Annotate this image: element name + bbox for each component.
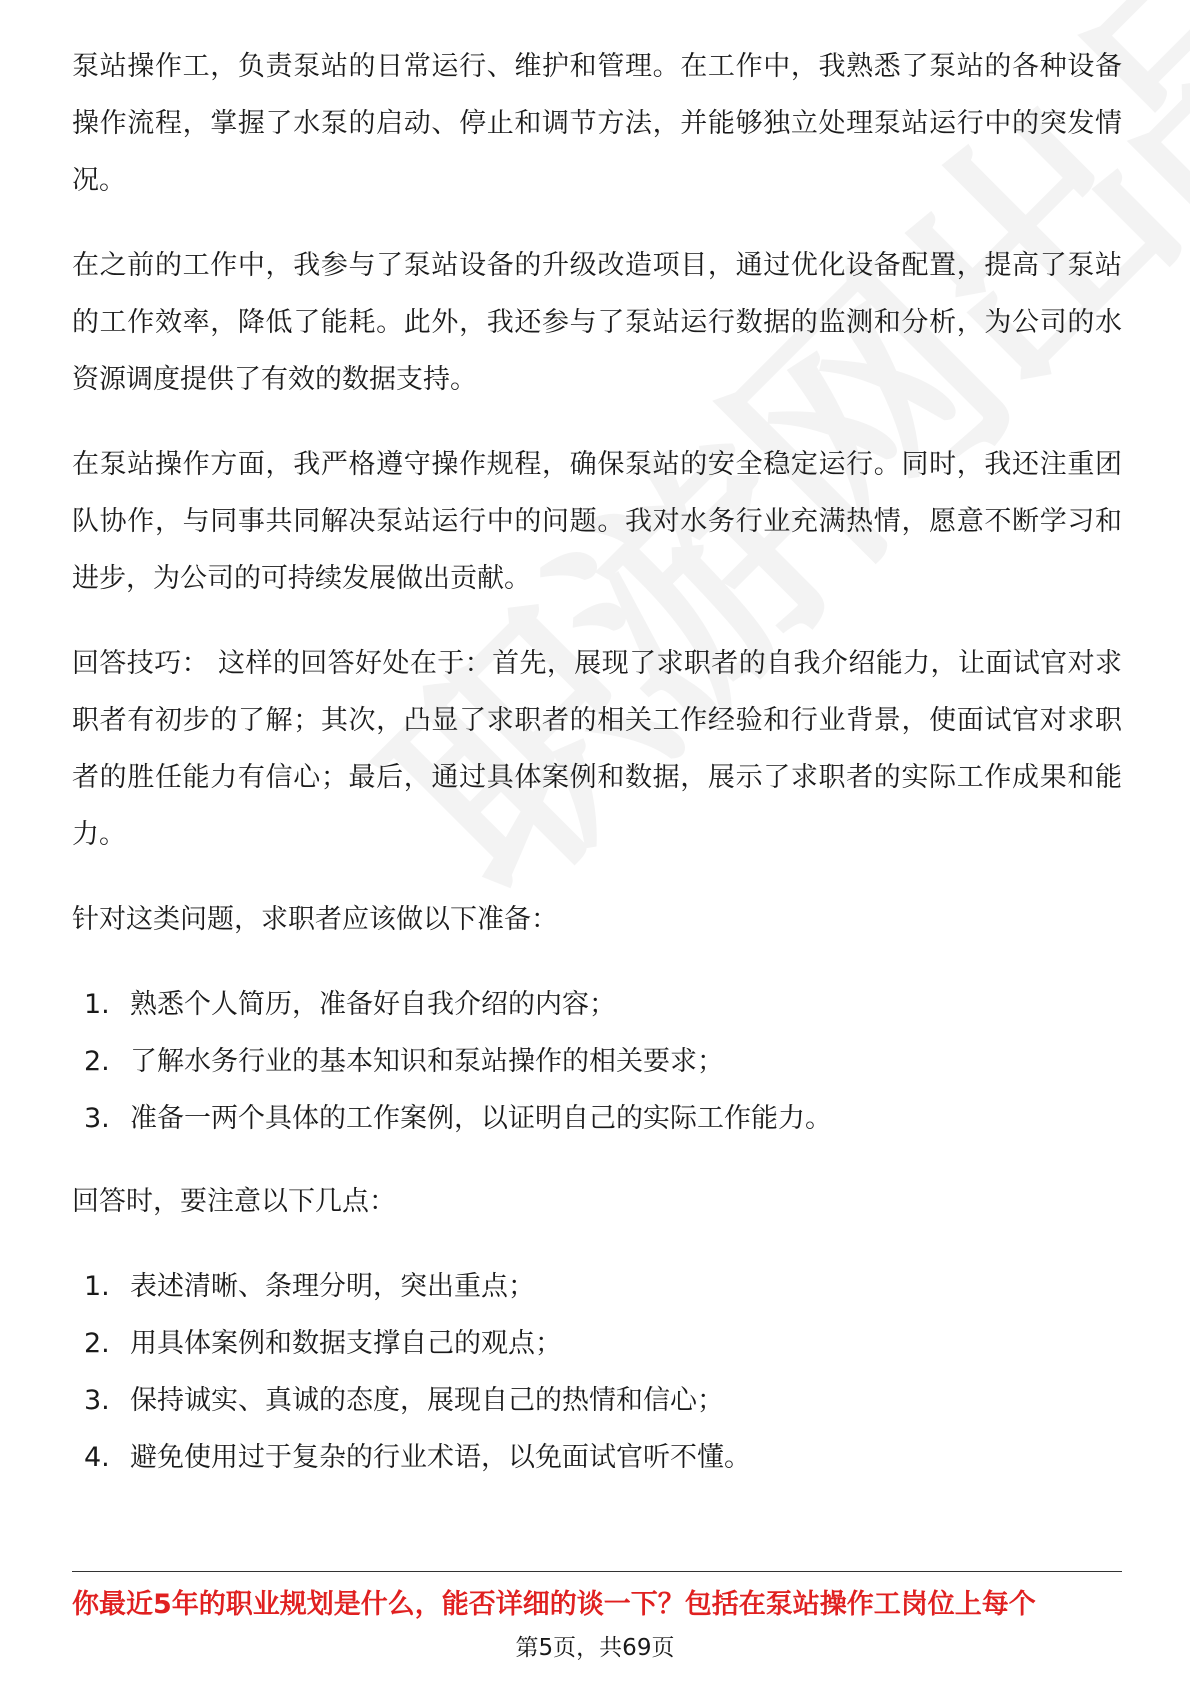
paragraph-experience: 在之前的工作中，我参与了泵站设备的升级改造项目，通过优化设备配置，提高了泵站的工作效率，降低了能耗。此外，我还参与了泵站运行数据的监测和分析，为公司的水资源调度提供了有效的数据支持。 (72, 250, 1122, 395)
list-number: 2. (84, 1046, 110, 1077)
paragraph-intro: 泵站操作工，负责泵站的日常运行、维护和管理。在工作中，我熟悉了泵站的各种设备操作流程，掌握了水泵的启动、停止和调节方法，并能够独立处理泵站运行中的突发情况。 (72, 51, 1122, 196)
list-text: 表述清晰、条理分明，突出重点； (130, 1271, 535, 1302)
list-number: 3. (84, 1385, 110, 1416)
list-number: 1. (84, 989, 110, 1020)
page-number: 第5页，共69页 (515, 1635, 675, 1661)
paragraph-prep-heading: 针对这类问题，求职者应该做以下准备： (72, 904, 558, 935)
list-item (72, 1372, 1122, 1429)
list-item (72, 1315, 1122, 1372)
list-item (72, 1429, 1122, 1486)
list-text: 用具体案例和数据支撑自己的观点； (130, 1328, 562, 1359)
list-item (72, 1090, 1122, 1147)
notes-list (72, 1258, 1122, 1486)
paragraph-notes-heading: 回答时，要注意以下几点： (72, 1186, 396, 1217)
list-text: 熟悉个人简历，准备好自我介绍的内容； (130, 989, 616, 1020)
document-body (72, 38, 1122, 1512)
list-number: 4. (84, 1442, 110, 1473)
paragraph-operation: 在泵站操作方面，我严格遵守操作规程，确保泵站的安全稳定运行。同时，我还注重团队协作，与同事共同解决泵站运行中的问题。我对水务行业充满热情，愿意不断学习和进步，为公司的可持续发展做出贡献。 (72, 449, 1122, 594)
list-text: 保持诚实、真诚的态度，展现自己的热情和信心； (130, 1385, 724, 1416)
paragraph-answer-tips: 回答技巧： 这样的回答好处在于：首先，展现了求职者的自我介绍能力，让面试官对求职者有初步的了解；其次，凸显了求职者的相关工作经验和行业背景，使面试官对求职者的胜任能力有信心；最后，通过具体案例和数据，展示了求职者的实际工作成果和能力。 (72, 648, 1122, 850)
list-number: 2. (84, 1328, 110, 1359)
list-text: 准备一两个具体的工作案例，以证明自己的实际工作能力。 (130, 1103, 832, 1134)
list-item (72, 976, 1122, 1033)
list-item (72, 1033, 1122, 1090)
footer-divider (72, 1571, 1122, 1572)
next-question-title: 你最近5年的职业规划是什么，能否详细的谈一下？包括在泵站操作工岗位上每个 (72, 1589, 1036, 1620)
list-number: 1. (84, 1271, 110, 1302)
list-text: 了解水务行业的基本知识和泵站操作的相关要求； (130, 1046, 724, 1077)
list-text: 避免使用过于复杂的行业术语，以免面试官听不懂。 (130, 1442, 751, 1473)
list-number: 3. (84, 1103, 110, 1134)
list-item (72, 1258, 1122, 1315)
prep-list (72, 976, 1122, 1147)
